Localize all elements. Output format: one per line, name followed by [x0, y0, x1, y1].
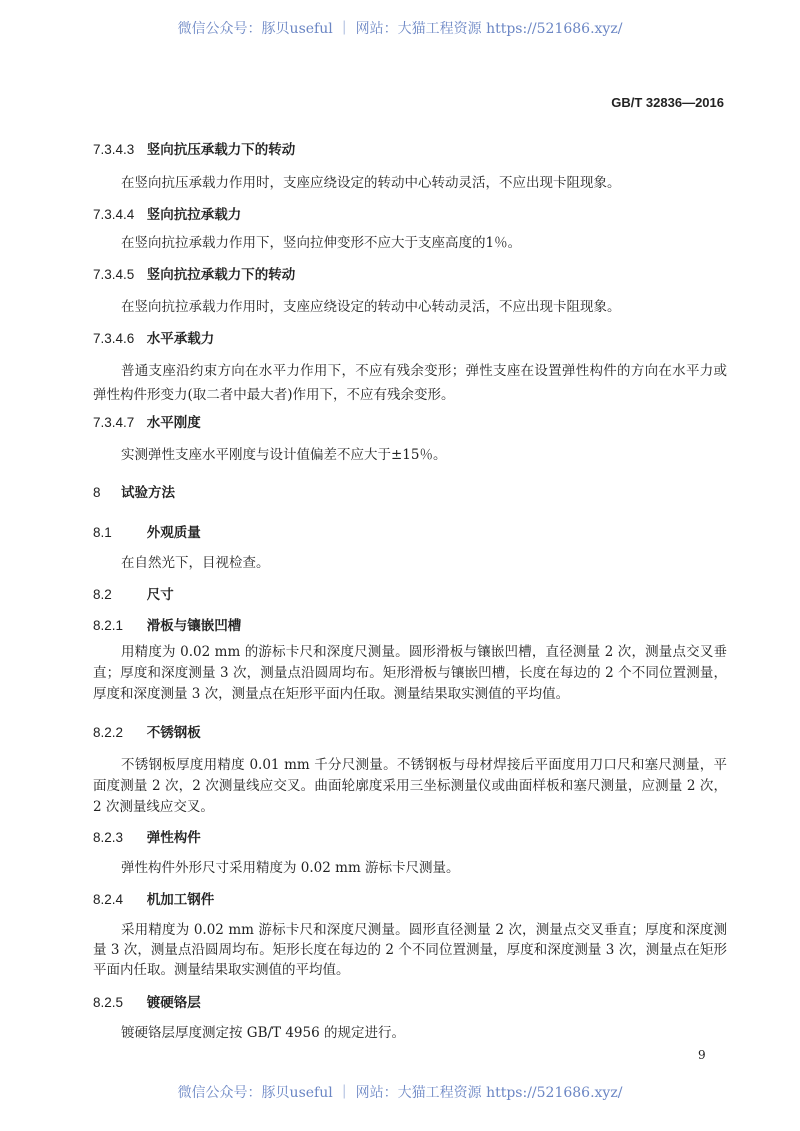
section-heading: 8.1 外观质量 — [93, 525, 201, 540]
section-heading: 7.3.4.4 竖向抗拉承载力 — [93, 207, 242, 222]
section-body: 镀硬铬层厚度测定按 GB/T 4956 的规定进行。 — [121, 1025, 405, 1041]
standard-number: GB/T 32836—2016 — [611, 95, 724, 110]
section-body: 在竖向抗拉承载力作用下，竖向拉伸变形不应大于支座高度的1％。 — [121, 235, 522, 251]
section-heading: 7.3.4.3 竖向抗压承载力下的转动 — [93, 142, 296, 157]
section-heading: 8.2.1 滑板与镶嵌凹槽 — [93, 618, 242, 633]
section-body: 在自然光下，目视检查。 — [121, 555, 270, 571]
section-body: 在竖向抗拉承载力作用时，支座应绕设定的转动中心转动灵活，不应出现卡阻现象。 — [121, 299, 621, 315]
section-heading: 8.2.4 机加工钢件 — [93, 892, 215, 907]
section-heading: 7.3.4.5 竖向抗拉承载力下的转动 — [93, 267, 296, 282]
section-heading: 7.3.4.7 水平刚度 — [93, 415, 201, 430]
section-heading: 8.2.2 不锈钢板 — [93, 725, 201, 740]
section-body: 不锈钢板厚度用精度 0.01 mm 千分尺测量。不锈钢板与母材焊接后平面度用刀口尺和塞尺测量，平面度测量 2 次，2 次测量线应交叉。曲面轮廓度采用三坐标测量仪或曲面样板和塞尺测量，应测量 2 次，2 次测量线应交叉。 — [93, 757, 727, 815]
section-heading: 8.2 尺寸 — [93, 587, 174, 602]
section-body: 实测弹性支座水平刚度与设计值偏差不应大于±15％。 — [121, 447, 447, 463]
watermark-top: 微信公众号：豚贝useful ｜ 网站：大猫工程资源 https://521686.xyz/ — [177, 21, 623, 37]
section-heading: 7.3.4.6 水平承载力 — [93, 331, 215, 346]
chapter-heading: 8 试验方法 — [93, 485, 175, 500]
section-body: 普通支座沿约束方向在水平力作用下，不应有残余变形；弹性支座在设置弹性构件的方向在水平力或弹性构件形变力(取二者中最大者)作用下，不应有残余变形。 — [93, 363, 727, 403]
section-heading: 8.2.5 镀硬铬层 — [93, 995, 201, 1010]
section-body: 在竖向抗压承载力作用时，支座应绕设定的转动中心转动灵活，不应出现卡阻现象。 — [121, 175, 621, 191]
section-body: 采用精度为 0.02 mm 游标卡尺和深度尺测量。圆形直径测量 2 次，测量点交叉垂直；厚度和深度测量 3 次，测量点沿圆周均布。矩形长度在每边的 2 个不同位置测量，厚度和深度测量 3 次，测量点在矩形平面内任取。测量结果取实测值的平均值。 — [93, 922, 727, 978]
section-body: 用精度为 0.02 mm 的游标卡尺和深度尺测量。圆形滑板与镶嵌凹槽，直径测量 2 次，测量点交叉垂直；厚度和深度测量 3 次，测量点沿圆周均布。矩形滑板与镶嵌凹槽，长度在每边的 2 个不同位置测量，厚度和深度测量 3 次，测量点在矩形平面内任取。测量结果取实测值的平均值。 — [93, 644, 727, 702]
page-number: 9 — [698, 1048, 706, 1062]
section-heading: 8.2.3 弹性构件 — [93, 830, 201, 845]
section-body: 弹性构件外形尺寸采用精度为 0.02 mm 游标卡尺测量。 — [121, 860, 460, 876]
watermark-bottom: 微信公众号：豚贝useful ｜ 网站：大猫工程资源 https://521686.xyz/ — [177, 1085, 623, 1101]
